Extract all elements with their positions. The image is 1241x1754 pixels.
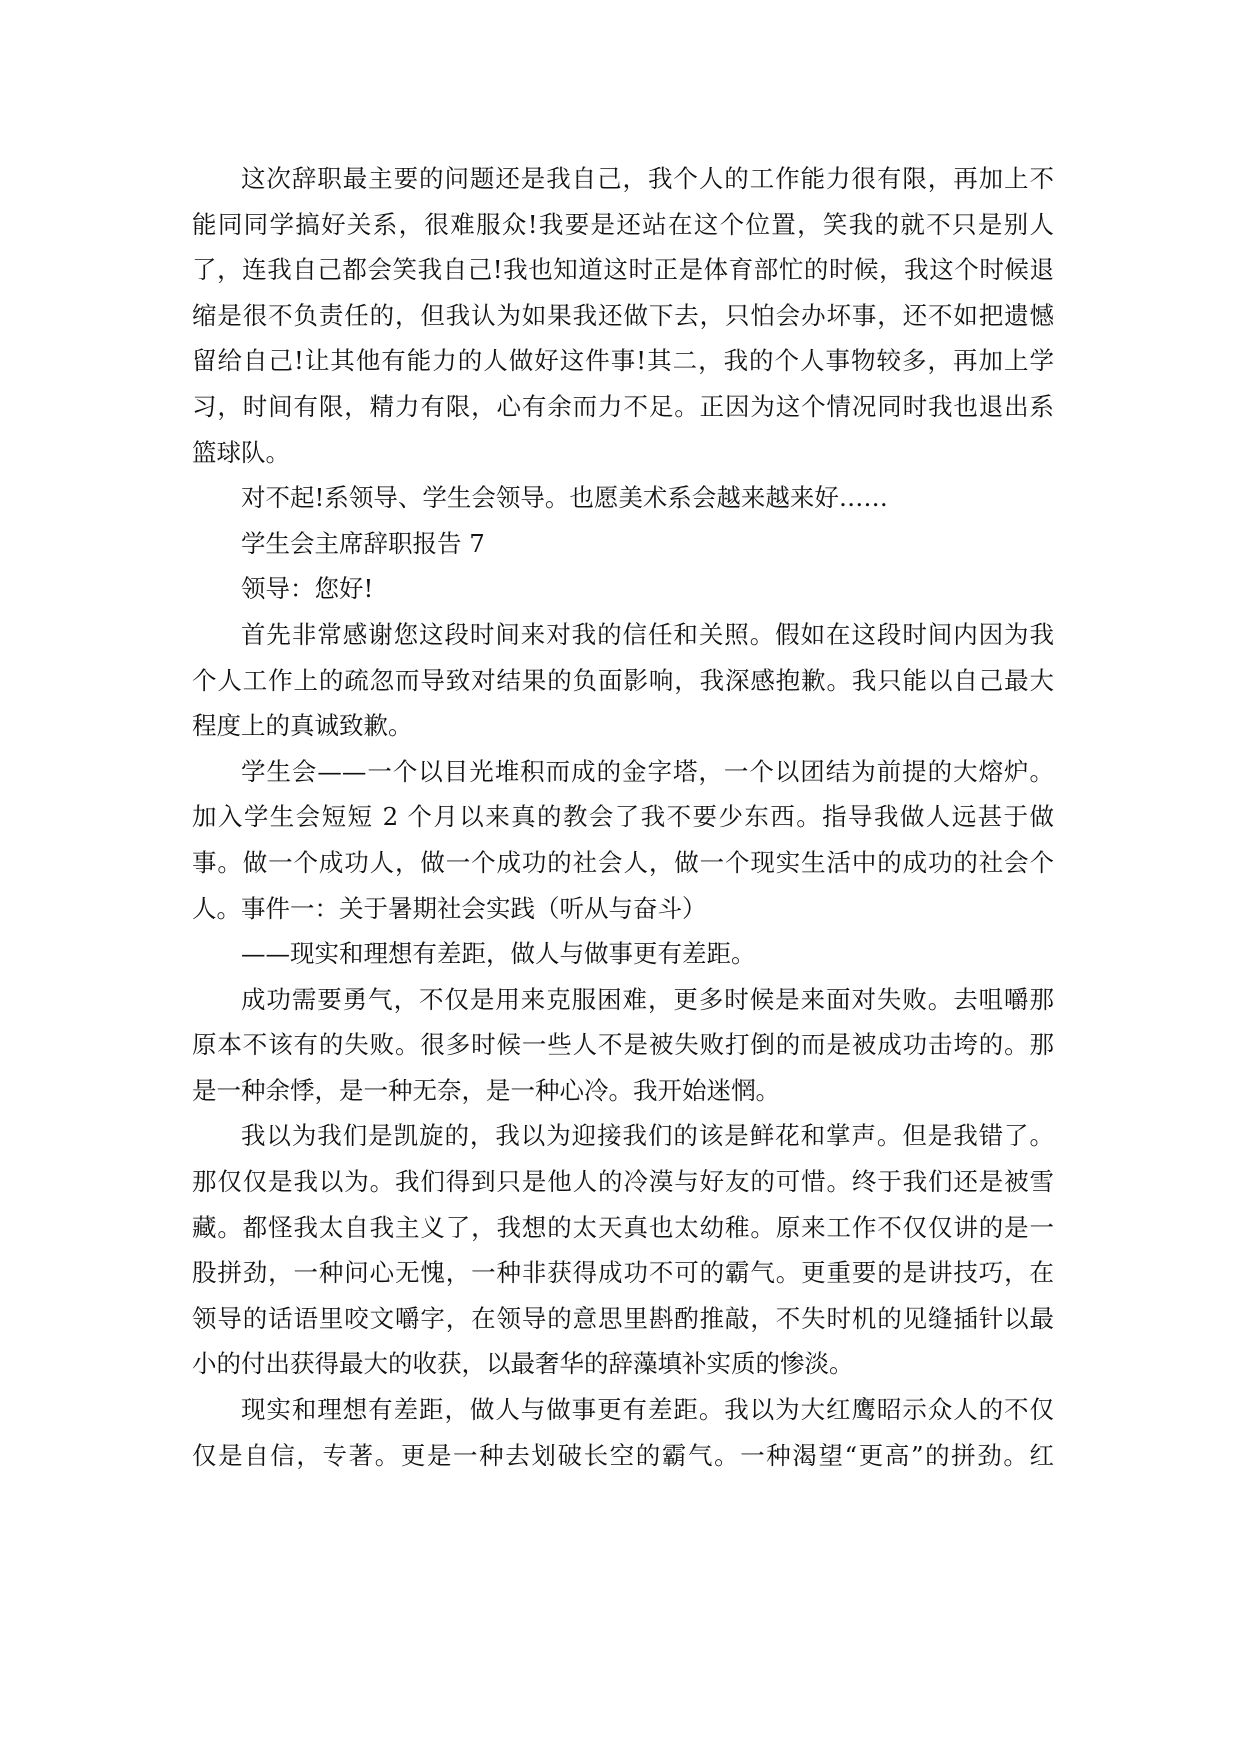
text-line: 个人工作上的疏忽而导致对结果的负面影响，我深感抱歉。我只能以自己最大 — [192, 665, 1054, 695]
text-line: 领导：您好! — [241, 574, 374, 604]
text-line: 了，连我自己都会笑我自己!我也知道这时正是体育部忙的时候，我这个时候退 — [192, 255, 1054, 285]
text-line: 程度上的真诚致歉。 — [192, 711, 413, 741]
text-line: 成功需要勇气，不仅是用来克服困难，更多时候是来面对失败。去咀嚼那 — [241, 984, 1054, 1014]
text-line: 习，时间有限，精力有限，心有余而力不足。正因为这个情况同时我也退出系 — [192, 391, 1054, 421]
text-line: 加入学生会短短 2 个月以来真的教会了我不要少东西。指导我做人远甚于做 — [192, 802, 1054, 832]
text-line: 那仅仅是我以为。我们得到只是他人的冷漠与好友的可惜。终于我们还是被雪 — [192, 1167, 1054, 1197]
text-line: 股拼劲，一种问心无愧，一种非获得成功不可的霸气。更重要的是讲技巧，在 — [192, 1258, 1054, 1288]
text-line: 事。做一个成功人，做一个成功的社会人，做一个现实生活中的成功的社会个 — [192, 847, 1054, 877]
text-line: 藏。都怪我太自我主义了，我想的太天真也太幼稚。原来工作不仅仅讲的是一 — [192, 1212, 1054, 1242]
text-line: 现实和理想有差距，做人与做事更有差距。我以为大红鹰昭示众人的不仅 — [241, 1395, 1054, 1425]
text-line: 学生会——一个以目光堆积而成的金字塔，一个以团结为前提的大熔炉。 — [241, 756, 1054, 786]
text-line: 人。事件一：关于暑期社会实践（听从与奋斗） — [192, 893, 707, 923]
text-line: 这次辞职最主要的问题还是我自己，我个人的工作能力很有限，再加上不 — [241, 164, 1054, 193]
text-line: 篮球队。 — [192, 437, 290, 467]
text-line: 缩是很不负责任的，但我认为如果我还做下去，只怕会办坏事，还不如把遗憾 — [192, 300, 1054, 330]
document-body — [192, 156, 1054, 1478]
text-line: ——现实和理想有差距，做人与做事更有差距。 — [241, 939, 756, 969]
text-line: 领导的话语里咬文嚼字，在领导的意思里斟酌推敲，不失时机的见缝插针以最 — [192, 1303, 1054, 1333]
text-line: 首先非常感谢您这段时间来对我的信任和关照。假如在这段时间内因为我 — [241, 619, 1054, 649]
text-line: 对不起!系领导、学生会领导。也愿美术系会越来越来好…… — [241, 483, 888, 513]
text-line: 留给自己!让其他有能力的人做好这件事!其二，我的个人事物较多，再加上学 — [192, 346, 1054, 376]
text-line: 是一种余悸，是一种无奈，是一种心冷。我开始迷惘。 — [192, 1075, 780, 1105]
text-line: 原本不该有的失败。很多时候一些人不是被失败打倒的而是被成功击垮的。那 — [192, 1030, 1054, 1060]
text-line: 小的付出获得最大的收获，以最奢华的辞藻填补实质的惨淡。 — [192, 1349, 854, 1379]
text-line: 能同同学搞好关系，很难服众!我要是还站在这个位置，笑我的就不只是别人 — [192, 209, 1054, 239]
text-line: 仅是自信，专著。更是一种去划破长空的霸气。一种渴望“更高”的拼劲。红 — [192, 1440, 1054, 1470]
text-line: 我以为我们是凯旋的，我以为迎接我们的该是鲜花和掌声。但是我错了。 — [241, 1121, 1054, 1151]
text-line: 学生会主席辞职报告 7 — [241, 528, 485, 558]
